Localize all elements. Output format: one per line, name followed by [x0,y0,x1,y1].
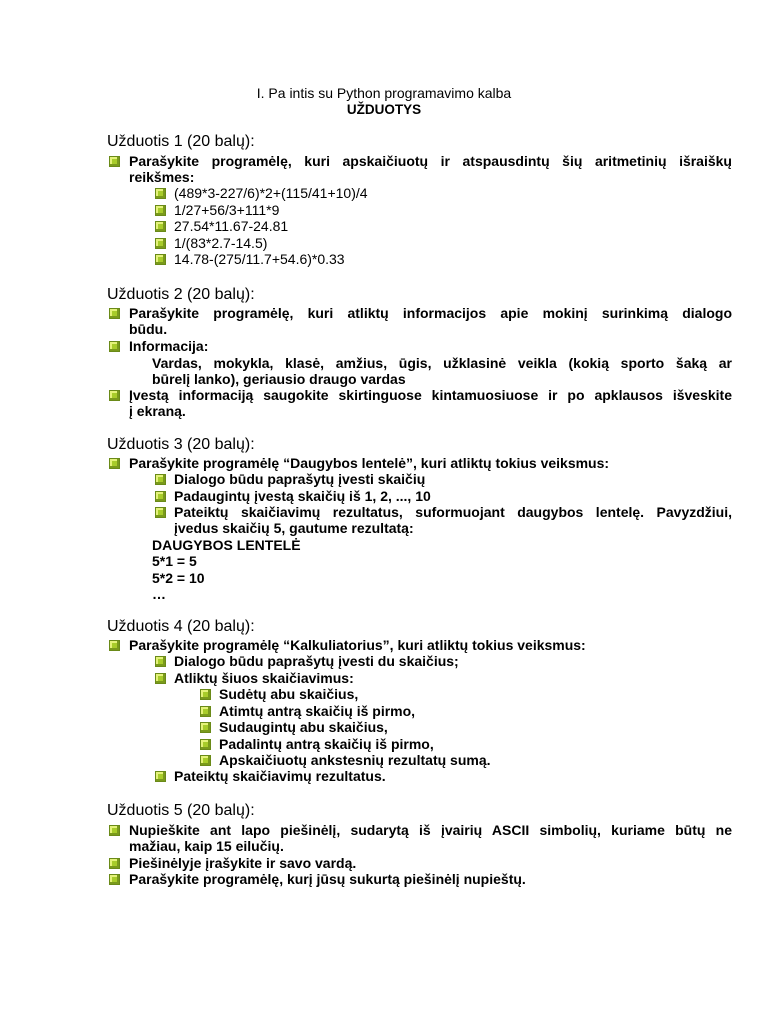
task3-sub1: Dialogo būdu paprašytų įvesti skaičių [174,471,426,487]
square-bullet-icon [200,689,211,700]
square-bullet-icon [109,640,120,651]
square-bullet-icon [200,739,211,750]
task1-intro-line1: Parašykite programėlę, kuri apskaičiuotų ir atspausdintų šių aritmetinių išraiškų [129,153,732,169]
task5-item1-line1: Nupieškite ant lapo piešinėlį, sudarytą iš įvairių ASCII simbolių, kuriame būtų ne [129,822,732,838]
task5-heading: Užduotis 5 (20 balų): [107,802,255,819]
task3-intro: Parašykite programėlę “Daugybos lentelė”, kuri atliktų tokius veiksmus: [129,455,610,471]
task2-heading: Užduotis 2 (20 balų): [107,286,255,303]
example-line: 5*2 = 10 [152,570,205,586]
task4-heading: Užduotis 4 (20 balų): [107,618,255,635]
square-bullet-icon [109,858,120,869]
square-bullet-icon [109,874,120,885]
example-line: DAUGYBOS LENTELĖ [152,537,301,553]
square-bullet-icon [200,706,211,717]
task1-intro-line2: reikšmes: [129,169,195,185]
task3-sub3-line1: Pateiktų skaičiavimų rezultatus, suformuojant daugybos lentelę. Pavyzdžiui, [174,504,732,520]
expression-item: 27.54*11.67-24.81 [174,218,289,234]
square-bullet-icon [109,308,120,319]
task5-item1-line2: mažiau, kaip 15 eilučių. [129,838,284,854]
task4-sub1: Dialogo būdu paprašytų įvesti du skaičius; [174,653,459,669]
task2-item3-line1: Įvestą informaciją saugokite skirtinguose kintamuosiuose ir po apklausos išveskite [129,387,732,403]
square-bullet-icon [155,254,166,265]
task2-info-line1: Vardas, mokykla, klasė, amžius, ūgis, užklasinė veikla (kokią sporto šaką ar [152,355,732,371]
task4-sub2: Atliktų šiuos skaičiavimus: [174,670,354,686]
expression-item: 14.78-(275/11.7+54.6)*0.33 [174,251,345,267]
example-line: … [152,586,166,602]
task3-sub3-line2: įvedus skaičių 5, gautume rezultatą: [174,520,414,536]
square-bullet-icon [155,507,166,518]
square-bullet-icon [109,390,120,401]
operation-item: Apskaičiuotų ankstesnių rezultatų sumą. [219,752,491,768]
task2-info-line2: būrelį lanko), geriausio draugo vardas [152,371,406,387]
square-bullet-icon [200,722,211,733]
square-bullet-icon [155,205,166,216]
square-bullet-icon [109,825,120,836]
expression-item: (489*3-227/6)*2+(115/41+10)/4 [174,185,368,201]
square-bullet-icon [200,755,211,766]
example-line: 5*1 = 5 [152,553,197,569]
operation-item: Atimtų antrą skaičių iš pirmo, [219,703,416,719]
task5-item2: Piešinėlyje įrašykite ir savo vardą. [129,855,357,871]
square-bullet-icon [155,188,166,199]
square-bullet-icon [109,341,120,352]
task1-heading: Užduotis 1 (20 balų): [107,133,255,150]
task4-intro: Parašykite programėlę “Kalkuliatorius”, kuri atliktų tokius veiksmus: [129,637,586,653]
task3-sub2: Padaugintų įvestą skaičių iš 1, 2, ..., 10 [174,488,431,504]
square-bullet-icon [155,491,166,502]
square-bullet-icon [109,156,120,167]
expression-item: 1/(83*2.7-14.5) [174,235,268,251]
operation-item: Sudėtų abu skaičius, [219,686,359,702]
task5-item3: Parašykite programėlę, kurį jūsų sukurtą piešinėlį nupieštų. [129,871,526,887]
square-bullet-icon [155,673,166,684]
task2-item1-line1: Parašykite programėlę, kuri atliktų informacijos apie mokinį surinkimą dialogo [129,305,732,321]
square-bullet-icon [109,458,120,469]
operation-item: Sudaugintų abu skaičius, [219,719,388,735]
task4-sub3: Pateiktų skaičiavimų rezultatus. [174,768,386,784]
square-bullet-icon [155,771,166,782]
square-bullet-icon [155,656,166,667]
expression-item: 1/27+56/3+111*9 [174,202,280,218]
square-bullet-icon [155,221,166,232]
task2-item3-line2: į ekraną. [129,403,186,419]
square-bullet-icon [155,474,166,485]
document-subtitle: UŽDUOTYS [346,102,422,117]
operation-item: Padalintų antrą skaičių iš pirmo, [219,736,434,752]
document-title: I. Pa intis su Python programavimo kalba [256,85,512,101]
task3-heading: Užduotis 3 (20 balų): [107,436,255,453]
task2-item2: Informacija: [129,338,209,354]
task2-item1-line2: būdu. [129,321,168,337]
square-bullet-icon [155,238,166,249]
